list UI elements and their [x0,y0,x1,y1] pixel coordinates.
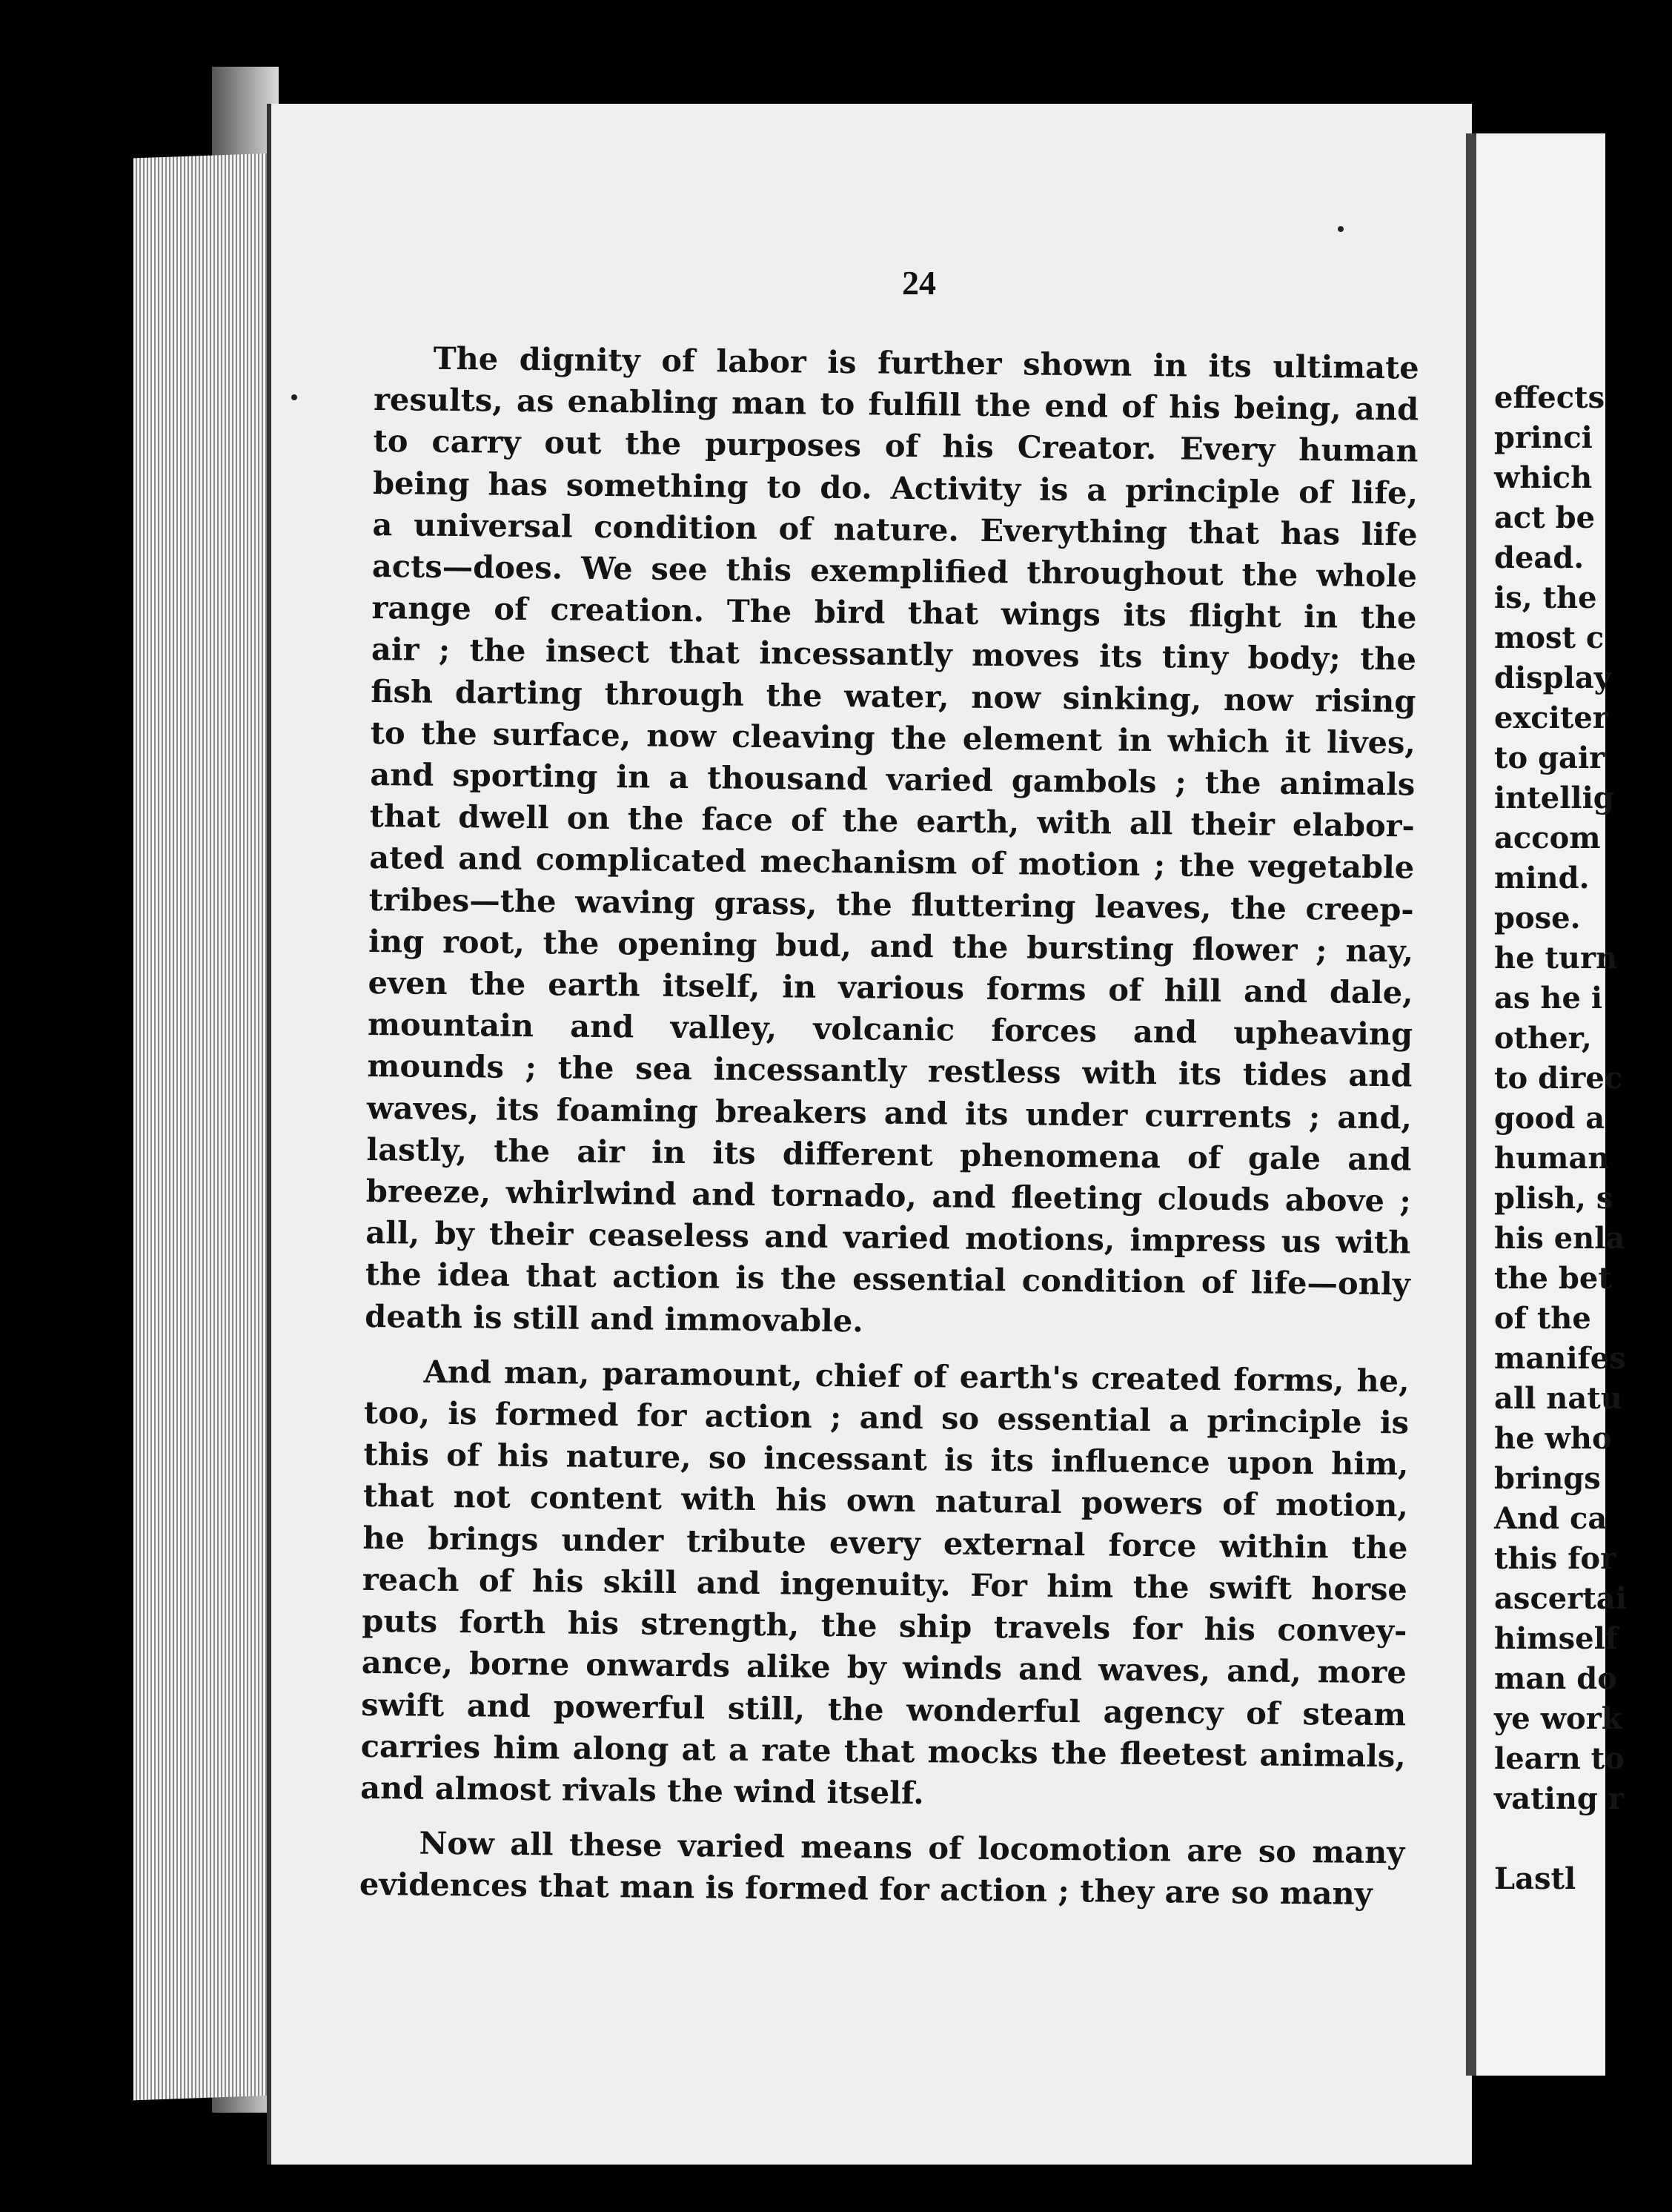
facing-text-line: dead. [1494,540,1585,575]
facing-text-line: pose. [1494,901,1581,936]
facing-text-line: mind. [1494,861,1590,895]
facing-text-line: learn to [1494,1741,1625,1776]
text-line: range of creation. The bird that wings its flight in the [371,589,1417,636]
text-line: swift and powerful still, the wonderful agency of steam [361,1686,1407,1732]
page-number: 24 [902,264,936,302]
facing-page [1466,133,1627,2076]
text-line: The dignity of labor is further shown in its ultimate [433,340,1419,386]
facing-text-line: his enla [1494,1221,1625,1256]
facing-text-line: of the [1494,1301,1591,1336]
facing-text-line: ascertai [1494,1581,1627,1616]
ink-speck [1338,226,1344,232]
paragraph [359,1822,1405,1915]
text-line: carries him along at a rate that mocks the fleetest animals, [360,1727,1406,1775]
text-line: breeze, whirlwind and tornado, and fleeting clouds above ; [365,1173,1412,1219]
facing-text-line: himself [1494,1621,1618,1656]
text-line: tribes—the waving grass, the fluttering leaves, the creep- [368,881,1414,928]
facing-page-text [1494,378,1672,1899]
paragraph [365,337,1419,1347]
facing-text-line: brings [1494,1461,1601,1496]
text-line: results, as enabling man to fulfill the end of his being, and [373,381,1419,428]
text-line: reach of his skill and ingenuity. For him the swift horse [362,1560,1408,1608]
facing-text-line: human [1494,1141,1610,1176]
facing-text-line: to gair [1494,741,1605,775]
text-line: acts—does. We see this exemplified throughout the whole [371,548,1418,595]
text-line: the idea that action is the essential condition of life—only [365,1256,1411,1302]
facing-text-line: manifes [1494,1341,1626,1376]
facing-text-line: is, the [1494,580,1597,615]
facing-text-line: ye work [1494,1701,1622,1736]
text-line: death is still and immovable. [365,1297,863,1340]
text-line: too, is formed for action ; and so essential a principle is [363,1394,1410,1441]
facing-text-line: man do [1494,1661,1617,1696]
text-line: to carry out the purposes of his Creator. Every human [373,423,1419,469]
facing-text-line: the bet [1494,1261,1612,1296]
facing-text-line: most c [1494,620,1605,655]
text-line: fish darting through the water, now sinking, now rising [371,672,1416,720]
facing-text-line: intellig [1494,781,1614,815]
text-line: even the earth itself, in various forms of hill and dale, [368,964,1413,1011]
facing-text-line: display [1494,660,1612,695]
text-line: ance, borne onwards alike by winds and waves, and, more [361,1644,1407,1691]
facing-text-line: other, [1494,1021,1592,1056]
text-line: being has something to do. Activity is a principle of life, [372,464,1419,511]
facing-text-line: vating r [1494,1781,1624,1816]
paragraph [360,1351,1410,1819]
text-line: waves, its foaming breakers and its under currents ; and, [366,1089,1413,1136]
facing-text-line: exciter [1494,701,1608,735]
text-line: ing root, the opening bud, and the bursting flower ; nay, [368,922,1414,970]
text-line: lastly, the air in its different phenomena of gale and [366,1130,1412,1178]
text-line: evidences that man is formed for action ; they are so many [359,1866,1373,1913]
text-line: puts forth his strength, the ship travels for his convey- [362,1603,1407,1649]
text-line: this of his nature, so incessant is its influence upon him, [363,1436,1409,1483]
text-line: air ; the insect that incessantly moves its tiny body; the [371,631,1417,678]
page-edges [133,153,274,2101]
facing-text-line: good a [1494,1101,1605,1136]
text-line: mountain and valley, volcanic forces and upheaving [367,1006,1413,1053]
facing-text-line [1494,1819,1672,1859]
facing-text-line: And ca [1494,1501,1608,1536]
text-line: mounds ; the sea incessantly restless with its tides and [367,1047,1413,1094]
facing-text-line: accom [1494,821,1601,855]
facing-text-line: this for [1494,1541,1616,1576]
facing-text-line: to direc [1494,1061,1623,1096]
text-line: and almost rivals the wind itself. [359,1769,924,1812]
text-line: and sporting in a thousand varied gambols ; the animals [370,756,1416,803]
text-line: Now all these varied means of locomotion are so many [419,1824,1405,1871]
facing-text-line: as he i [1494,981,1603,1016]
facing-text-line: princi [1494,420,1593,455]
text-line: a universal condition of nature. Everything that has life [372,506,1418,553]
text-line: that not content with his own natural powers of motion, [362,1477,1409,1524]
facing-text-line: act be [1494,500,1596,535]
body-text [359,337,1419,1915]
text-line: all, by their ceaseless and varied motions, impress us with [365,1214,1411,1261]
facing-text-line: Lastl [1494,1861,1576,1896]
facing-text-line: he turn [1494,941,1618,976]
facing-text-line: effects [1494,380,1605,415]
text-line: ated and complicated mechanism of motion ; the vegetable [369,839,1415,886]
text-line: to the surface, now cleaving the element in which it lives, [370,714,1416,761]
text-line: he brings under tribute every external force within the [362,1519,1408,1566]
facing-text-line: he who [1494,1421,1612,1456]
text-line: And man, paramount, chief of earth's created forms, he, [423,1353,1410,1400]
facing-text-line: plish, s [1494,1181,1613,1216]
facing-text-line: which [1494,460,1593,495]
facing-text-line: all natu [1494,1381,1622,1416]
text-line: that dwell on the face of the earth, with all their elabor- [369,798,1415,844]
ink-speck [291,394,297,400]
